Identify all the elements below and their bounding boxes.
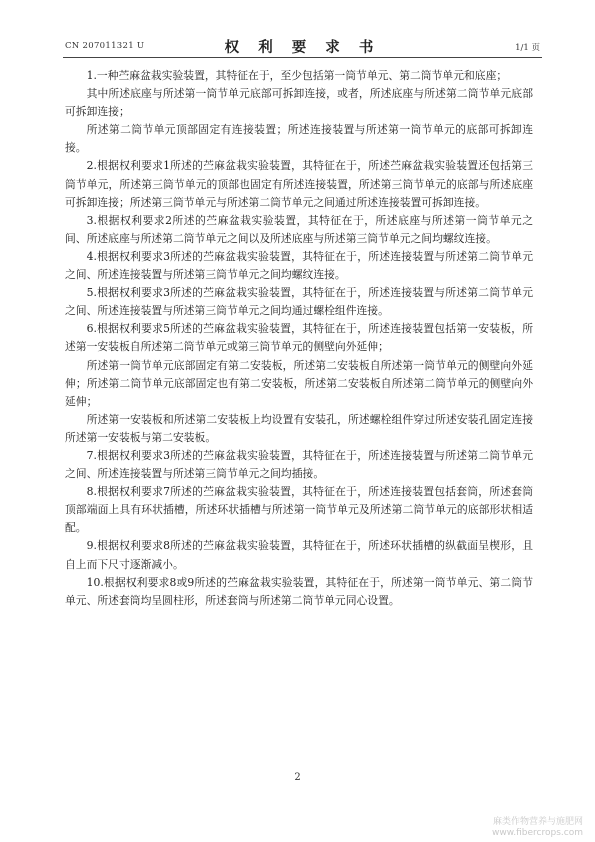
claim-paragraph: 6.根据权利要求5所述的苎麻盆栽实验装置，其特征在于，所述连接装置包括第一安装板，所述第一安装板自所述第二筒节单元或第三筒节单元的侧壁向外延伸；	[65, 322, 533, 354]
publication-number: CN 207011321 U	[65, 41, 145, 51]
claim-paragraph: 1.一种苎麻盆栽实验装置，其特征在于，至少包括第一筒节单元、第二筒节单元和底座；	[86, 69, 508, 82]
page-number: 2	[294, 772, 301, 783]
claim-paragraph: 3.根据权利要求2所述的苎麻盆栽实验装置，其特征在于，所述底座与所述第一筒节单元之间、所述底座与所述第二筒节单元之间以及所述底座与所述第三筒节单元之间均螺纹连接。	[65, 213, 533, 245]
claim-paragraph: 所述第一筒节单元底部固定有第二安装板，所述第二安装板自所述第一筒节单元的侧壁向外延伸；所述第二筒节单元底部固定也有第二安装板，所述第二安装板自所述第二筒节单元的侧壁向外延伸；	[65, 358, 533, 408]
document-title: 权 利 要 求 书	[224, 39, 381, 56]
page-indicator: 1/1 页	[515, 43, 540, 53]
site-watermark	[492, 817, 583, 839]
claim-paragraph: 2.根据权利要求1所述的苎麻盆栽实验装置，其特征在于，所述苎麻盆栽实验装置还包括第三筒节单元，所述第三筒节单元的顶部也固定有所述连接装置，所述第三筒节单元的底部与所述底座可拆卸连接；所述第三筒节单元与所述第二筒节单元之间通过所述连接装置可拆卸连接。	[65, 159, 533, 209]
document-header	[65, 36, 540, 58]
claim-paragraph: 所述第二筒节单元顶部固定有连接装置；所述连接装置与所述第一筒节单元的底部可拆卸连接。	[65, 123, 533, 155]
claims-body	[65, 67, 533, 610]
claim-paragraph: 7.根据权利要求3所述的苎麻盆栽实验装置，其特征在于，所述连接装置与所述第二筒节单元之间、所述连接装置与所述第三筒节单元之间均插接。	[65, 448, 533, 481]
claim-paragraph: 5.根据权利要求3所述的苎麻盆栽实验装置，其特征在于，所述连接装置与所述第二筒节单元之间、所述连接装置与所述第三筒节单元之间均通过螺栓组件连接。	[65, 286, 533, 318]
header-divider	[63, 57, 542, 58]
claim-paragraph: 所述第一安装板和所述第二安装板上均设置有安装孔，所述螺栓组件穿过所述安装孔固定连接所述第一安装板与第二安装板。	[65, 412, 533, 444]
watermark-site-name: 麻类作物营养与施肥网	[492, 817, 583, 827]
watermark-url: www.fibercrops.com	[492, 828, 583, 838]
claim-paragraph: 其中所述底座与所述第一筒节单元底部可拆卸连接，或者，所述底座与所述第二筒节单元底部可拆卸连接；	[65, 87, 533, 119]
claim-paragraph: 8.根据权利要求7所述的苎麻盆栽实验装置，其特征在于，所述连接装置包括套筒，所述套筒顶部端面上具有环状插槽，所述环状插槽与所述第一筒节单元及所述第二筒节单元的底部形状相适配。	[65, 485, 533, 535]
claim-paragraph: 4.根据权利要求3所述的苎麻盆栽实验装置，其特征在于，所述连接装置与所述第二筒节单元之间、所述连接装置与所述第三筒节单元之间均螺纹连接。	[65, 249, 533, 282]
claim-paragraph: 9.根据权利要求8所述的苎麻盆栽实验装置，其特征在于，所述环状插槽的纵截面呈楔形，且自上而下尺寸逐渐减小。	[65, 539, 533, 571]
claim-paragraph: 10.根据权利要求8或9所述的苎麻盆栽实验装置，其特征在于，所述第一筒节单元、第二筒节单元、所述套筒均呈圆柱形，所述套筒与所述第二筒节单元同心设置。	[65, 575, 533, 607]
